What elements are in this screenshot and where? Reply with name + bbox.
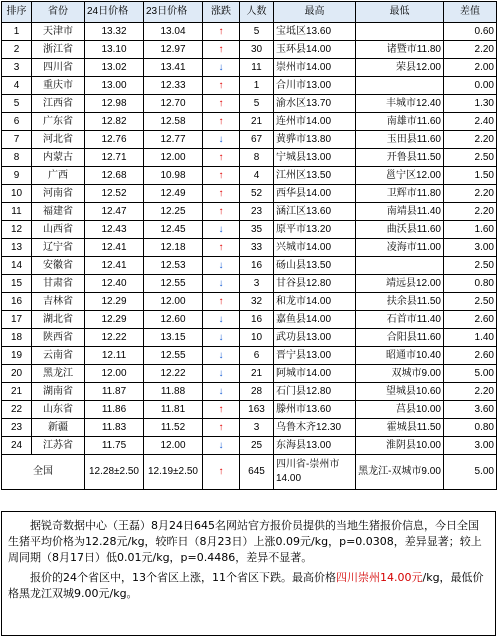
trend-arrow: ↑	[203, 23, 240, 41]
header-diff: 差值	[444, 2, 497, 23]
province-cell: 安徽省	[32, 257, 85, 275]
price-23-cell: 12.25	[144, 203, 203, 221]
price-23-cell: 12.70	[144, 95, 203, 113]
price-24-cell: 13.00	[85, 77, 144, 95]
count-cell: 8	[240, 149, 274, 167]
price-24-cell: 11.83	[85, 419, 144, 437]
low-cell: 开鲁县11.50	[356, 149, 444, 167]
province-cell: 黑龙江	[32, 365, 85, 383]
diff-cell: 2.60	[444, 311, 497, 329]
rank-cell: 10	[2, 185, 32, 203]
high-cell: 黄骅市13.80	[274, 131, 356, 149]
price-23-cell: 12.49	[144, 185, 203, 203]
rank-cell: 12	[2, 221, 32, 239]
rank-cell: 17	[2, 311, 32, 329]
high-cell: 崇州市14.00	[274, 59, 356, 77]
trend-arrow: ↓	[203, 257, 240, 275]
count-cell: 21	[240, 365, 274, 383]
price-24-cell: 12.11	[85, 347, 144, 365]
summary-text-a: 报价的24个省区中，13个省区上涨，11个省区下跌。最高价格	[30, 571, 336, 584]
low-cell: 石首市11.40	[356, 311, 444, 329]
count-cell: 5	[240, 95, 274, 113]
low-cell: 靖远县12.00	[356, 275, 444, 293]
rank-cell: 18	[2, 329, 32, 347]
price-23-cell: 10.98	[144, 167, 203, 185]
price-24-cell: 12.00	[85, 365, 144, 383]
price-24-cell: 12.40	[85, 275, 144, 293]
price-24-cell: 12.98	[85, 95, 144, 113]
diff-cell: 2.20	[444, 131, 497, 149]
total-row	[2, 455, 497, 490]
rank-cell: 9	[2, 167, 32, 185]
diff-cell: 0.00	[444, 77, 497, 95]
price-table	[1, 1, 497, 490]
price-23-cell: 12.33	[144, 77, 203, 95]
trend-arrow: ↑	[203, 419, 240, 437]
rank-cell: 5	[2, 95, 32, 113]
rank-cell: 8	[2, 149, 32, 167]
diff-cell: 2.50	[444, 257, 497, 275]
count-cell: 28	[240, 383, 274, 401]
trend-arrow: ↑	[203, 203, 240, 221]
table-row	[2, 365, 497, 383]
rank-cell: 15	[2, 275, 32, 293]
header-count: 人数	[240, 2, 274, 23]
province-cell: 山东省	[32, 401, 85, 419]
total-label: 全国	[2, 455, 85, 490]
province-cell: 陕西省	[32, 329, 85, 347]
price-23-cell: 11.88	[144, 383, 203, 401]
province-cell: 新疆	[32, 419, 85, 437]
table-row	[2, 311, 497, 329]
price-24-cell: 12.43	[85, 221, 144, 239]
price-24-cell: 13.32	[85, 23, 144, 41]
table-row	[2, 59, 497, 77]
table-header-row	[2, 2, 497, 23]
price-24-cell: 12.41	[85, 239, 144, 257]
diff-cell: 2.20	[444, 383, 497, 401]
total-trend-arrow: ↑	[203, 455, 240, 490]
low-cell: 邕宁区12.00	[356, 167, 444, 185]
trend-arrow: ↓	[203, 347, 240, 365]
table-row	[2, 239, 497, 257]
province-cell: 河南省	[32, 185, 85, 203]
diff-cell: 0.80	[444, 419, 497, 437]
low-cell: 曲沃县11.60	[356, 221, 444, 239]
count-cell: 52	[240, 185, 274, 203]
count-cell: 1	[240, 77, 274, 95]
trend-arrow: ↓	[203, 311, 240, 329]
price-23-cell: 13.04	[144, 23, 203, 41]
price-24-cell: 12.29	[85, 293, 144, 311]
province-cell: 云南省	[32, 347, 85, 365]
count-cell: 6	[240, 347, 274, 365]
high-cell: 玉环县14.00	[274, 41, 356, 59]
price-23-cell: 12.00	[144, 437, 203, 455]
price-24-cell: 12.71	[85, 149, 144, 167]
high-cell: 宁城县13.00	[274, 149, 356, 167]
rank-cell: 6	[2, 113, 32, 131]
header-rank: 排序	[2, 2, 32, 23]
rank-cell: 1	[2, 23, 32, 41]
low-cell: 双城市9.00	[356, 365, 444, 383]
price-23-cell: 13.15	[144, 329, 203, 347]
low-cell	[356, 23, 444, 41]
high-cell: 石门县12.80	[274, 383, 356, 401]
diff-cell: 2.20	[444, 185, 497, 203]
total-low: 黑龙江-双城市9.00	[356, 455, 444, 490]
low-cell	[356, 77, 444, 95]
table-row	[2, 185, 497, 203]
high-cell: 兴城市14.00	[274, 239, 356, 257]
rank-cell: 16	[2, 293, 32, 311]
price-23-cell: 12.00	[144, 149, 203, 167]
province-cell: 内蒙古	[32, 149, 85, 167]
diff-cell: 1.40	[444, 329, 497, 347]
low-cell: 诸暨市11.80	[356, 41, 444, 59]
low-cell: 扶余县11.50	[356, 293, 444, 311]
province-cell: 甘肃省	[32, 275, 85, 293]
price-23-cell: 12.60	[144, 311, 203, 329]
price-24-cell: 12.76	[85, 131, 144, 149]
province-cell: 江苏省	[32, 437, 85, 455]
table-row	[2, 221, 497, 239]
price-24-cell: 12.52	[85, 185, 144, 203]
diff-cell: 1.30	[444, 95, 497, 113]
province-cell: 辽宁省	[32, 239, 85, 257]
diff-cell: 2.20	[444, 203, 497, 221]
count-cell: 67	[240, 131, 274, 149]
province-cell: 广西	[32, 167, 85, 185]
price-24-cell: 12.29	[85, 311, 144, 329]
header-trend: 涨跌	[203, 2, 240, 23]
low-cell: 淮阴县10.00	[356, 437, 444, 455]
header-price-24: 24日价格	[85, 2, 144, 23]
rank-cell: 13	[2, 239, 32, 257]
province-cell: 天津市	[32, 23, 85, 41]
price-23-cell: 12.53	[144, 257, 203, 275]
high-cell: 乌鲁木齐12.30	[274, 419, 356, 437]
price-24-cell: 11.86	[85, 401, 144, 419]
diff-cell: 5.00	[444, 365, 497, 383]
price-24-cell: 13.10	[85, 41, 144, 59]
count-cell: 11	[240, 59, 274, 77]
table-row	[2, 401, 497, 419]
price-23-cell: 11.81	[144, 401, 203, 419]
diff-cell: 2.20	[444, 41, 497, 59]
price-table-container	[1, 1, 496, 490]
low-cell: 玉田县11.60	[356, 131, 444, 149]
trend-arrow: ↓	[203, 383, 240, 401]
low-cell: 丰城市12.40	[356, 95, 444, 113]
count-cell: 30	[240, 41, 274, 59]
high-cell: 甘谷县12.80	[274, 275, 356, 293]
high-cell: 连州市14.00	[274, 113, 356, 131]
rank-cell: 11	[2, 203, 32, 221]
diff-cell: 2.60	[444, 347, 497, 365]
count-cell: 163	[240, 401, 274, 419]
count-cell: 5	[240, 23, 274, 41]
diff-cell: 2.00	[444, 59, 497, 77]
trend-arrow: ↓	[203, 59, 240, 77]
trend-arrow: ↑	[203, 293, 240, 311]
table-row	[2, 203, 497, 221]
table-row	[2, 329, 497, 347]
province-cell: 吉林省	[32, 293, 85, 311]
price-24-cell: 12.47	[85, 203, 144, 221]
table-row	[2, 23, 497, 41]
price-24-cell: 12.22	[85, 329, 144, 347]
high-cell: 原平市13.20	[274, 221, 356, 239]
count-cell: 21	[240, 113, 274, 131]
province-cell: 湖北省	[32, 311, 85, 329]
low-cell: 昭通市10.40	[356, 347, 444, 365]
diff-cell: 3.60	[444, 401, 497, 419]
table-row	[2, 383, 497, 401]
province-cell: 广东省	[32, 113, 85, 131]
highest-price-highlight: 四川崇州14.00元	[336, 571, 423, 584]
province-cell: 四川省	[32, 59, 85, 77]
high-cell: 砀山县13.50	[274, 257, 356, 275]
count-cell: 25	[240, 437, 274, 455]
low-cell: 南靖县11.40	[356, 203, 444, 221]
trend-arrow: ↑	[203, 77, 240, 95]
count-cell: 33	[240, 239, 274, 257]
rank-cell: 4	[2, 77, 32, 95]
trend-arrow: ↑	[203, 149, 240, 167]
price-23-cell: 12.18	[144, 239, 203, 257]
diff-cell: 1.60	[444, 221, 497, 239]
trend-arrow: ↓	[203, 365, 240, 383]
trend-arrow: ↑	[203, 185, 240, 203]
province-cell: 福建省	[32, 203, 85, 221]
table-row	[2, 293, 497, 311]
high-cell: 阿城市14.00	[274, 365, 356, 383]
province-cell: 江西省	[32, 95, 85, 113]
low-cell: 霍城县11.50	[356, 419, 444, 437]
price-23-cell: 12.77	[144, 131, 203, 149]
summary-paragraph-2	[8, 570, 489, 602]
count-cell: 16	[240, 311, 274, 329]
price-23-cell: 13.41	[144, 59, 203, 77]
low-cell: 合阳县11.60	[356, 329, 444, 347]
low-cell: 南雄市11.60	[356, 113, 444, 131]
price-23-cell: 12.58	[144, 113, 203, 131]
table-row	[2, 131, 497, 149]
diff-cell: 2.50	[444, 293, 497, 311]
rank-cell: 23	[2, 419, 32, 437]
rank-cell: 21	[2, 383, 32, 401]
header-low: 最低	[356, 2, 444, 23]
rank-cell: 20	[2, 365, 32, 383]
trend-arrow: ↓	[203, 221, 240, 239]
diff-cell: 0.60	[444, 23, 497, 41]
rank-cell: 14	[2, 257, 32, 275]
rank-cell: 3	[2, 59, 32, 77]
trend-arrow: ↑	[203, 95, 240, 113]
price-24-cell: 11.75	[85, 437, 144, 455]
price-23-cell: 12.97	[144, 41, 203, 59]
table-row	[2, 95, 497, 113]
province-cell: 重庆市	[32, 77, 85, 95]
trend-arrow: ↓	[203, 131, 240, 149]
table-row	[2, 41, 497, 59]
rank-cell: 22	[2, 401, 32, 419]
table-row	[2, 113, 497, 131]
count-cell: 4	[240, 167, 274, 185]
high-cell: 晋宁县13.00	[274, 347, 356, 365]
low-cell: 莒县10.00	[356, 401, 444, 419]
price-23-cell: 12.45	[144, 221, 203, 239]
total-price-24: 12.28±2.50	[85, 455, 144, 490]
province-cell: 湖南省	[32, 383, 85, 401]
diff-cell: 0.80	[444, 275, 497, 293]
table-row	[2, 419, 497, 437]
trend-arrow: ↑	[203, 167, 240, 185]
high-cell: 西华县14.00	[274, 185, 356, 203]
rank-cell: 24	[2, 437, 32, 455]
table-row	[2, 275, 497, 293]
province-cell: 山西省	[32, 221, 85, 239]
count-cell: 35	[240, 221, 274, 239]
low-cell: 凌海市11.00	[356, 239, 444, 257]
summary-notes	[1, 511, 496, 636]
price-24-cell: 12.68	[85, 167, 144, 185]
low-cell: 荣县12.00	[356, 59, 444, 77]
diff-cell: 1.50	[444, 167, 497, 185]
rank-cell: 7	[2, 131, 32, 149]
header-province: 省份	[32, 2, 85, 23]
trend-arrow: ↓	[203, 437, 240, 455]
header-high: 最高	[274, 2, 356, 23]
price-23-cell: 12.00	[144, 293, 203, 311]
price-24-cell: 12.82	[85, 113, 144, 131]
price-24-cell: 11.87	[85, 383, 144, 401]
high-cell: 滕州市13.60	[274, 401, 356, 419]
count-cell: 3	[240, 275, 274, 293]
table-row	[2, 347, 497, 365]
low-cell: 卫辉市11.80	[356, 185, 444, 203]
summary-paragraph-1: 据锐奇数据中心（王磊）8月24日645名网站官方报价员提供的当地生猪报价信息，今日全国生猪平均价格为12.28元/kg，较昨日（8月23日）上涨0.09元/kg，p=0.0308，差异显著；较上周同期（8月17日）低0.01元/kg，p=0.4486，差异不显著。	[8, 519, 482, 564]
total-high: 四川省-崇州市14.00	[274, 455, 356, 490]
rank-cell: 2	[2, 41, 32, 59]
price-23-cell: 12.55	[144, 275, 203, 293]
count-cell: 3	[240, 419, 274, 437]
province-cell: 河北省	[32, 131, 85, 149]
province-cell: 浙江省	[32, 41, 85, 59]
header-price-23: 23日价格	[144, 2, 203, 23]
rank-cell: 19	[2, 347, 32, 365]
diff-cell: 3.00	[444, 239, 497, 257]
trend-arrow: ↑	[203, 113, 240, 131]
price-24-cell: 12.41	[85, 257, 144, 275]
diff-cell: 2.40	[444, 113, 497, 131]
diff-cell: 2.50	[444, 149, 497, 167]
high-cell: 渝水区13.70	[274, 95, 356, 113]
trend-arrow: ↑	[203, 239, 240, 257]
count-cell: 23	[240, 203, 274, 221]
count-cell: 10	[240, 329, 274, 347]
table-row	[2, 149, 497, 167]
price-23-cell: 12.55	[144, 347, 203, 365]
high-cell: 涵江区13.60	[274, 203, 356, 221]
table-row	[2, 167, 497, 185]
table-row	[2, 77, 497, 95]
trend-arrow: ↓	[203, 275, 240, 293]
diff-cell: 3.00	[444, 437, 497, 455]
high-cell: 武功县13.00	[274, 329, 356, 347]
high-cell: 嘉鱼县14.00	[274, 311, 356, 329]
count-cell: 32	[240, 293, 274, 311]
total-count: 645	[240, 455, 274, 490]
count-cell: 16	[240, 257, 274, 275]
high-cell: 宝坻区13.60	[274, 23, 356, 41]
high-cell: 江州区13.50	[274, 167, 356, 185]
trend-arrow: ↑	[203, 41, 240, 59]
table-row	[2, 257, 497, 275]
trend-arrow: ↓	[203, 329, 240, 347]
total-diff: 5.00	[444, 455, 497, 490]
price-23-cell: 11.52	[144, 419, 203, 437]
total-price-23: 12.19±2.50	[144, 455, 203, 490]
high-cell: 合川市13.00	[274, 77, 356, 95]
high-cell: 和龙市14.00	[274, 293, 356, 311]
low-cell	[356, 257, 444, 275]
summary-text-b: /kg，最低价格黑龙江双城9.00元/kg。	[8, 571, 484, 600]
price-24-cell: 13.02	[85, 59, 144, 77]
table-row	[2, 437, 497, 455]
price-23-cell: 12.22	[144, 365, 203, 383]
high-cell: 东海县13.00	[274, 437, 356, 455]
low-cell: 望城县10.60	[356, 383, 444, 401]
trend-arrow: ↑	[203, 401, 240, 419]
